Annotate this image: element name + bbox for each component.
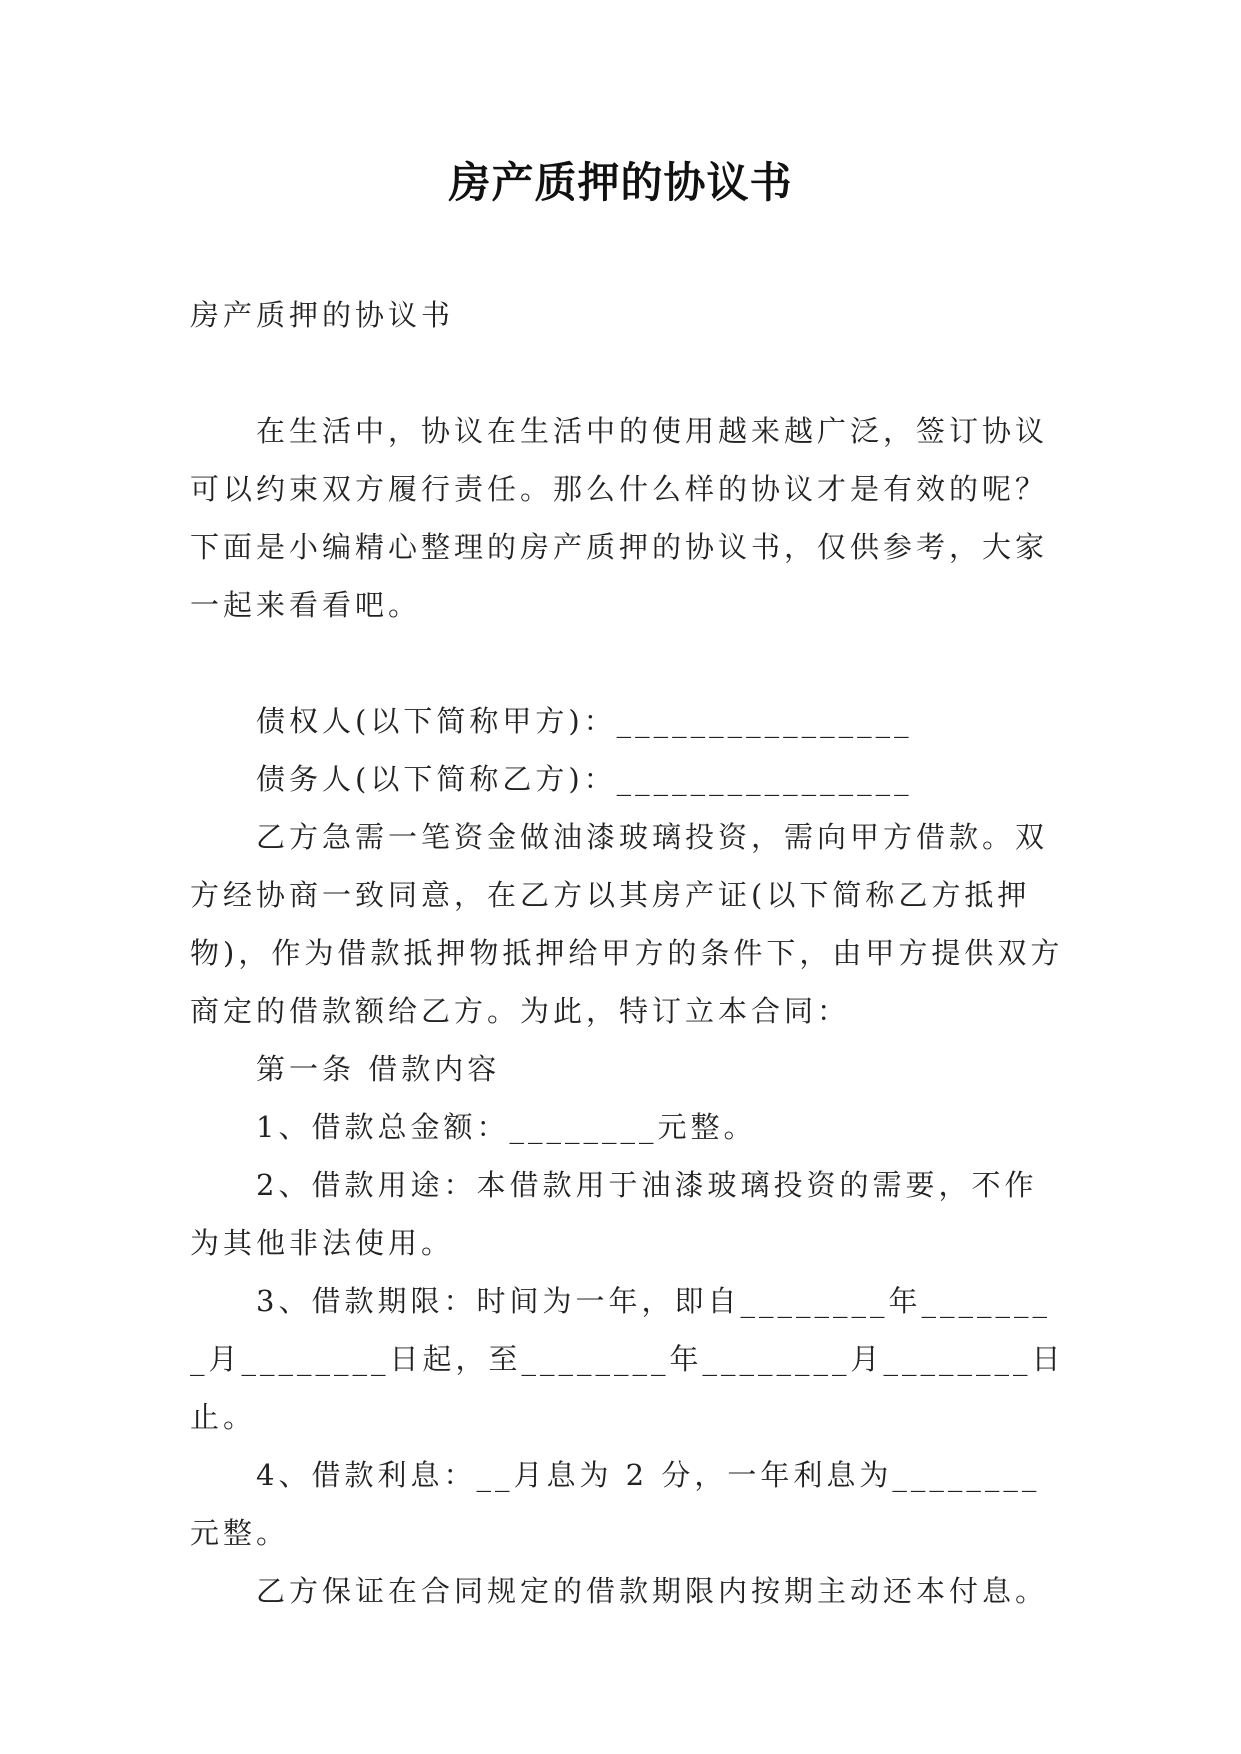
document-title: 房产质押的协议书	[448, 158, 793, 207]
item-loan-purpose: 2、借款用途：本借款用于油漆玻璃投资的需要，不作为其他非法使用。	[190, 1168, 1038, 1260]
intro-paragraph: 在生活中，协议在生活中的使用越来越广泛，签订协议可以约束双方履行责任。那么什么样的协议才是有效的呢？下面是小编精心整理的房产质押的协议书，仅供参考，大家一起来看看吧。	[190, 414, 1049, 622]
document-subtitle: 房产质押的协议书	[190, 298, 455, 332]
blank-line	[190, 634, 1065, 692]
repayment-paragraph: 乙方保证在合同规定的借款期限内按期主动还本付息。	[256, 1574, 1049, 1608]
document-body	[190, 286, 1065, 1620]
preamble-paragraph: 乙方急需一笔资金做油漆玻璃投资，需向甲方借款。双方经协商一致同意，在乙方以其房产证(以下简称乙方抵押物)，作为借款抵押物抵押给甲方的条件下，由甲方提供双方商定的借款额给乙方。为此，特订立本合同：	[190, 820, 1064, 1028]
debtor-line: 债务人(以下简称乙方)：________________	[256, 762, 913, 796]
item-loan-amount: 1、借款总金额：________元整。	[256, 1110, 757, 1144]
item-loan-interest: 4、借款利息：__月息为 2 分，一年利息为________元整。	[190, 1458, 1041, 1550]
item-loan-term: 3、借款期限：时间为一年，即自________年________月________日起，至________年________月________日止。	[190, 1284, 1065, 1434]
article-heading: 第一条 借款内容	[256, 1052, 501, 1086]
creditor-line: 债权人(以下简称甲方)：________________	[256, 704, 913, 738]
